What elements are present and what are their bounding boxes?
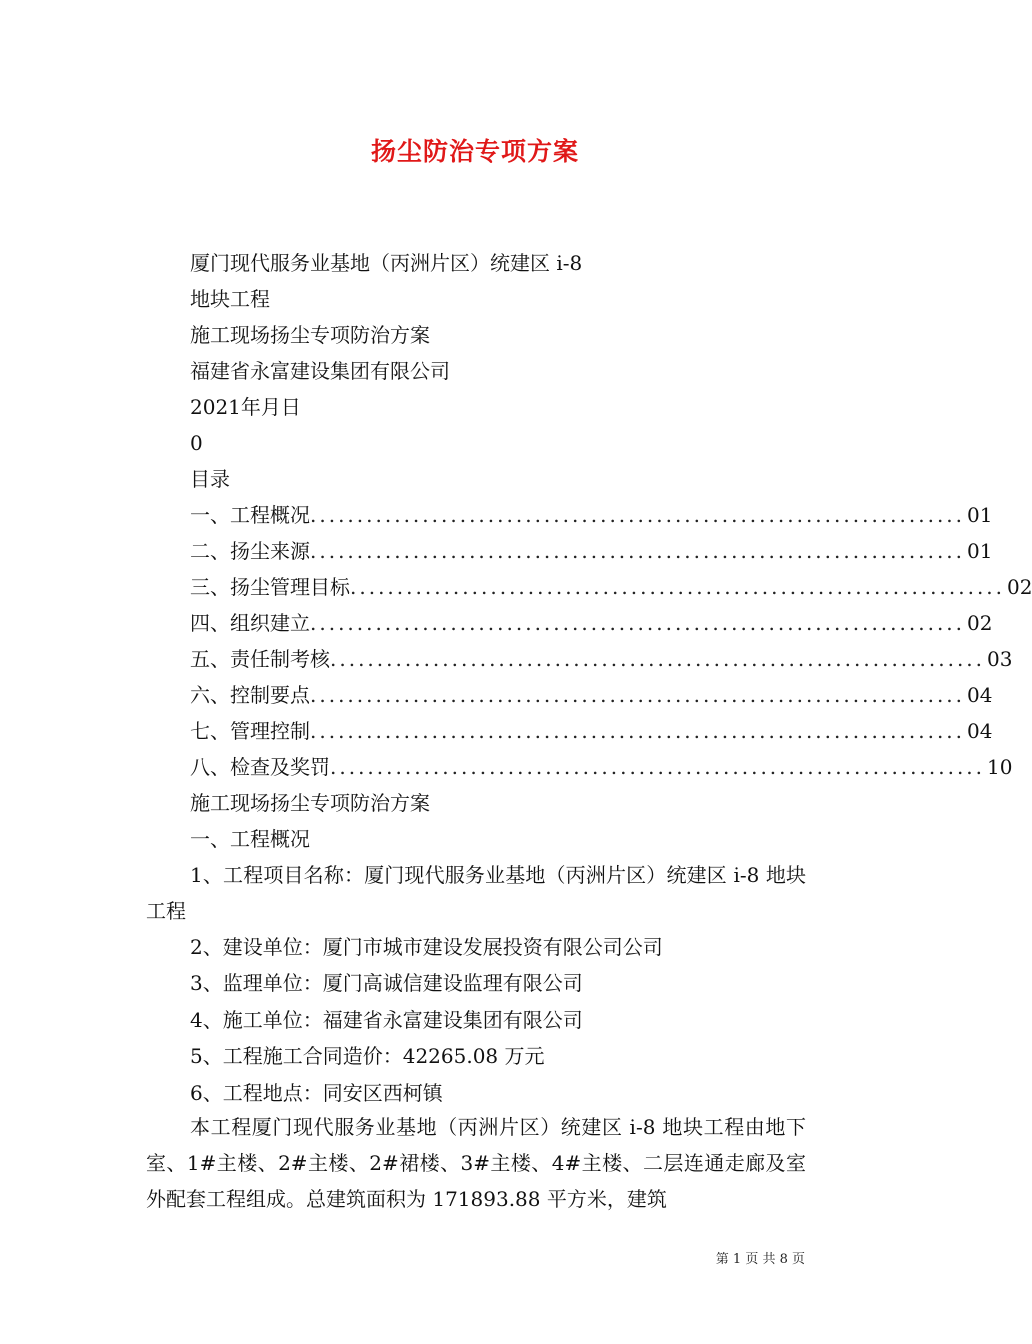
toc-entry xyxy=(190,574,1032,600)
toc-entry xyxy=(190,646,1013,672)
toc-entry xyxy=(190,754,1013,780)
toc-leader-dots: ...................................................................... xyxy=(310,503,966,527)
toc-leader-dots: ...................................................................... xyxy=(310,539,966,563)
toc-entry-page: 02 xyxy=(1007,575,1032,599)
toc-entry-page: 01 xyxy=(967,539,993,563)
toc-entry xyxy=(190,718,993,744)
contract-price-item: 5、工程施工合同造价：42265.08 万元 xyxy=(190,1044,545,1068)
cover-company: 福建省永富建设集团有限公司 xyxy=(190,359,450,383)
toc-entry-page: 01 xyxy=(967,503,993,527)
toc-entry-label: 二、扬尘来源 xyxy=(190,539,310,563)
toc-heading: 目录 xyxy=(190,467,230,491)
cover-project-name-cont: 地块工程 xyxy=(190,287,270,311)
toc-leader-dots: ...................................................................... xyxy=(310,719,966,743)
project-description-paragraph: 本工程厦门现代服务业基地（丙洲片区）统建区 i-8 地块工程由地下室、1#主楼、2#主楼、2#裙楼、3#主楼、4#主楼、二层连通走廊及室外配套工程组成。总建筑面积为 171893.88 平方米，建筑 xyxy=(146,1115,806,1211)
toc-entry-label: 六、控制要点 xyxy=(190,683,310,707)
toc-entry xyxy=(190,682,993,708)
project-name-item: 1、工程项目名称：厦门现代服务业基地（丙洲片区）统建区 i-8 地块工程 xyxy=(146,863,806,923)
contractor-item: 4、施工单位：福建省永富建设集团有限公司 xyxy=(190,1008,583,1032)
toc-leader-dots: ...................................................................... xyxy=(310,611,966,635)
cover-date: 2021年月日 xyxy=(190,395,301,419)
toc-entry xyxy=(190,502,993,528)
page-footer: 第 1 页 共 8 页 xyxy=(715,1252,805,1267)
body-heading: 施工现场扬尘专项防治方案 xyxy=(190,791,430,815)
toc-entry-page: 03 xyxy=(987,647,1013,671)
toc-leader-dots: ...................................................................... xyxy=(330,647,986,671)
developer-item: 2、建设单位：厦门市城市建设发展投资有限公司公司 xyxy=(190,935,663,959)
cover-plan-title: 施工现场扬尘专项防治方案 xyxy=(190,323,430,347)
toc-entry-label: 五、责任制考核 xyxy=(190,647,330,671)
toc-entry-page: 04 xyxy=(967,719,993,743)
toc-entry xyxy=(190,538,993,564)
toc-leader-dots: ...................................................................... xyxy=(330,755,986,779)
toc-entry-label: 七、管理控制 xyxy=(190,719,310,743)
supervisor-item: 3、监理单位：厦门高诚信建设监理有限公司 xyxy=(190,971,583,995)
document-title: 扬尘防治专项方案 xyxy=(370,137,579,166)
toc-entry-label: 三、扬尘管理目标 xyxy=(190,575,350,599)
toc-entry-page: 10 xyxy=(987,755,1013,779)
toc-entry-label: 四、组织建立 xyxy=(190,611,310,635)
toc-entry-label: 一、工程概况 xyxy=(190,503,310,527)
location-item: 6、工程地点：同安区西柯镇 xyxy=(190,1081,443,1105)
toc-entry-page: 04 xyxy=(967,683,993,707)
cover-page-number: 0 xyxy=(190,431,203,455)
toc-entry xyxy=(190,610,993,636)
toc-entry-page: 02 xyxy=(967,611,993,635)
section-heading: 一、工程概况 xyxy=(190,827,310,851)
cover-project-name: 厦门现代服务业基地（丙洲片区）统建区 i-8 xyxy=(190,251,583,275)
toc-entry-label: 八、检查及奖罚 xyxy=(190,755,330,779)
toc-leader-dots: ...................................................................... xyxy=(350,575,1006,599)
toc-leader-dots: ...................................................................... xyxy=(310,683,966,707)
